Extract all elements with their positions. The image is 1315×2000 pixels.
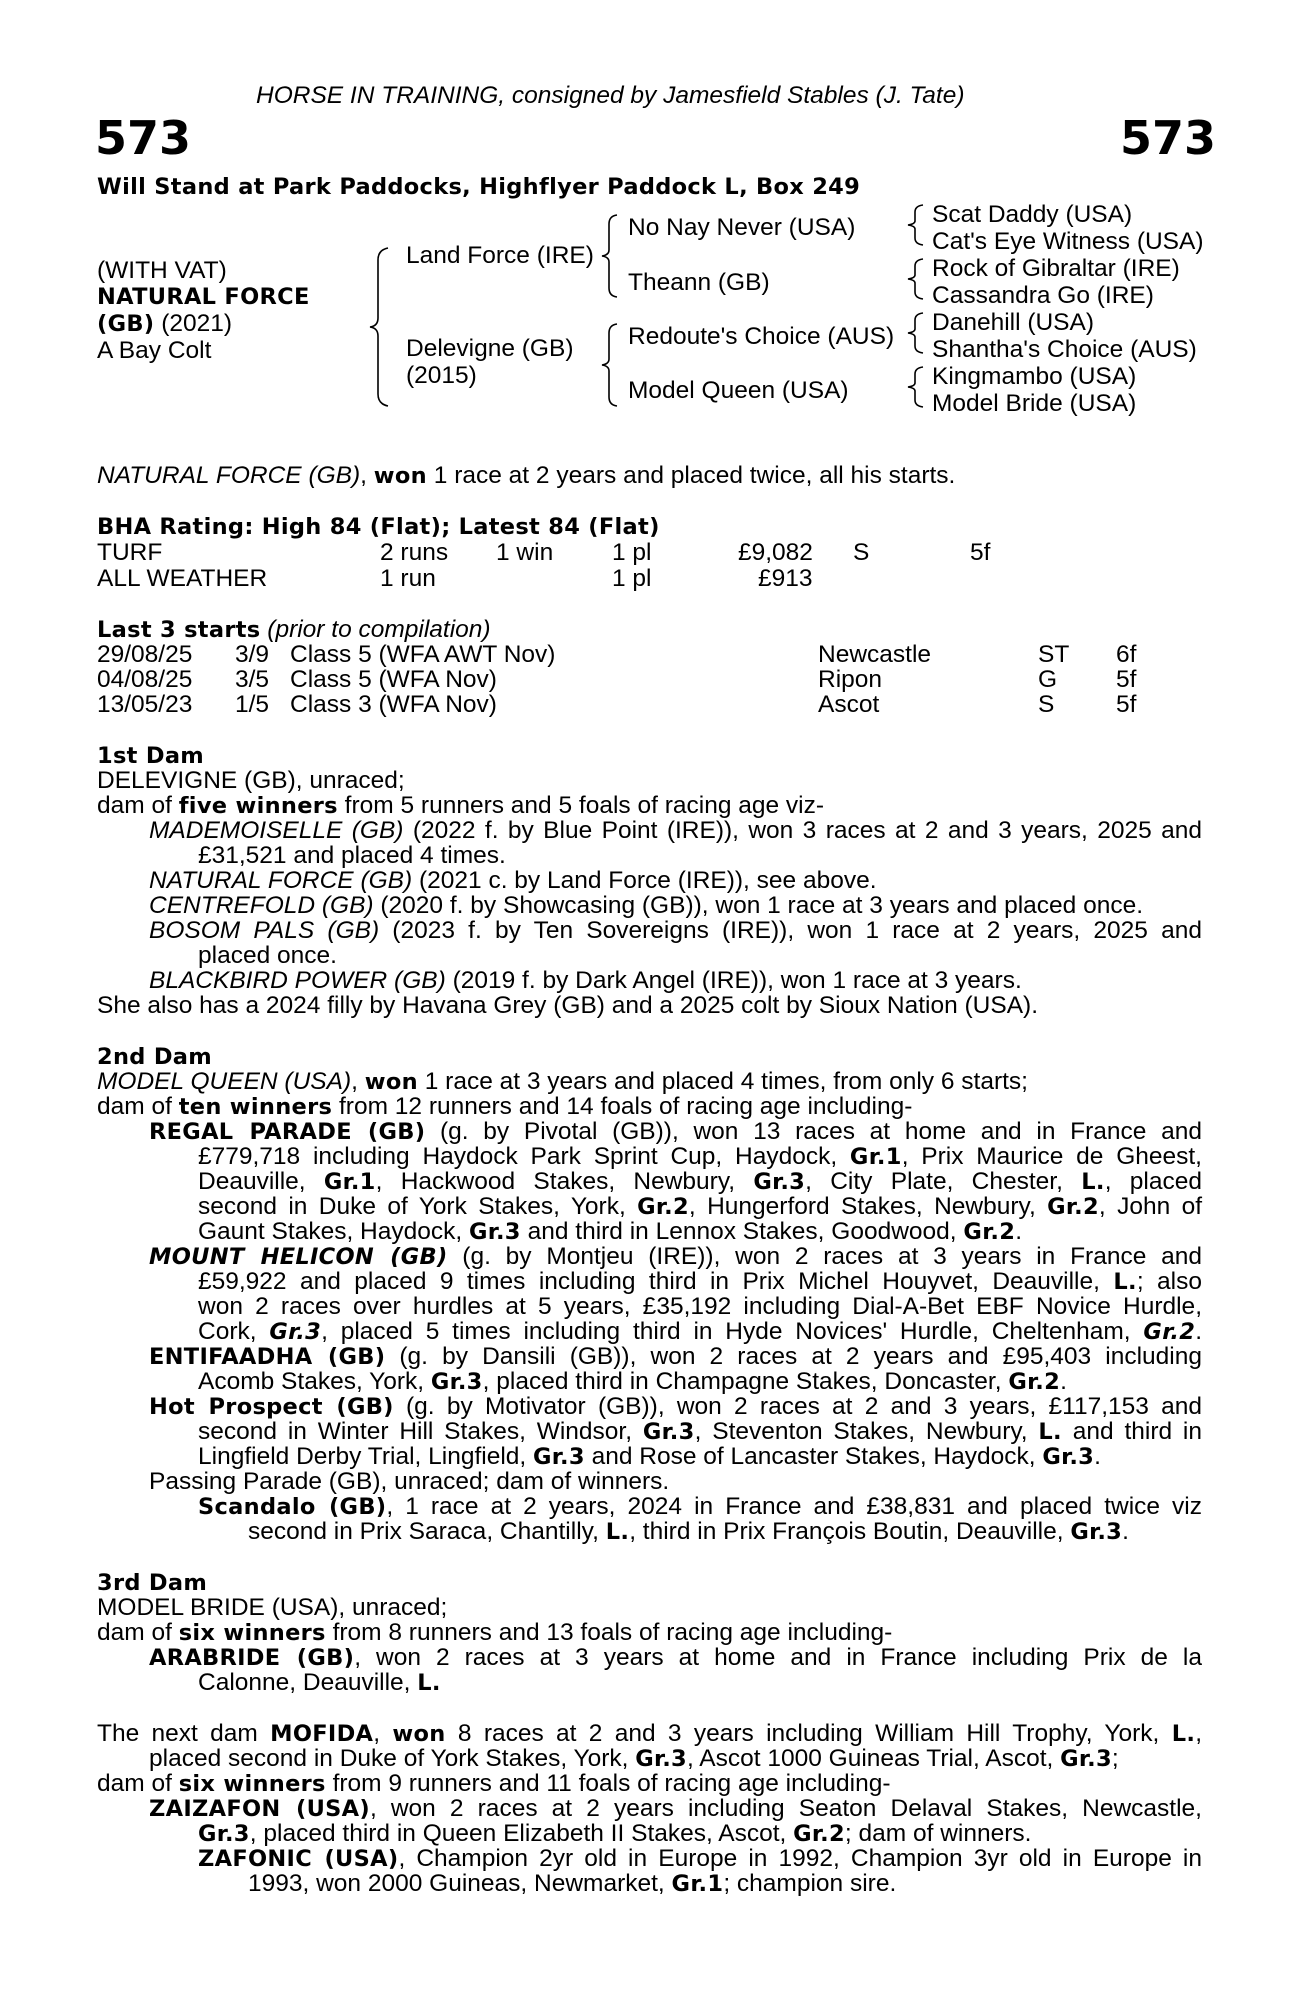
dam-year: (2015) [406, 362, 477, 389]
start-date: 29/08/25 [97, 641, 193, 668]
second-dam-name [97, 1069, 1028, 1095]
grade: Gr.2 [1008, 1369, 1061, 1395]
dam-name: MODEL QUEEN (USA) [97, 1068, 352, 1095]
grade: Gr.3 [753, 1169, 806, 1195]
foal-zaizafon [149, 1796, 1202, 1822]
vat-note: (WITH VAT) [97, 257, 227, 284]
text: and third in Lennox Stakes, Goodwood, [520, 1218, 964, 1245]
grade: L. [1113, 1269, 1137, 1295]
foal-name: REGAL PARADE (GB) [149, 1119, 426, 1145]
text: The next dam [97, 1720, 271, 1747]
grade: Gr.2 [963, 1219, 1016, 1245]
next-dam-produce [97, 1771, 891, 1797]
bha-rating: BHA Rating: High 84 (Flat); Latest 84 (Flat) [97, 514, 660, 540]
turf-distance: 5f [970, 539, 991, 566]
text: , placed third in Champagne Stakes, Doncaster, [482, 1368, 1009, 1395]
text: and third in [1061, 1418, 1202, 1445]
grade: Gr.3 [635, 1746, 687, 1772]
text: placed second in Duke of York Stakes, York, [149, 1745, 636, 1772]
dam-sire-sire: Danehill (USA) [932, 309, 1095, 336]
grade: Gr.2 [637, 1194, 689, 1220]
start-going: S [1038, 691, 1055, 718]
text: ; champion sire. [723, 1870, 897, 1897]
text: ; [1111, 1745, 1119, 1772]
text: . [1060, 1368, 1067, 1395]
text: 1 race at 3 years and placed 4 times, from only 6 starts; [417, 1068, 1028, 1095]
brace-main [368, 246, 392, 408]
grade: Gr.3 [1060, 1746, 1112, 1772]
hot-prospect-line2 [198, 1419, 1202, 1445]
start-position: 3/5 [235, 666, 270, 693]
grade: Gr.2 [1143, 1319, 1196, 1345]
foal-detail: (g. by Motivator (GB)), won 2 races at 2 and 3 years, £117,153 and [393, 1393, 1203, 1420]
start-course: Ripon [818, 666, 883, 693]
second-dam-heading: 2nd Dam [97, 1044, 213, 1070]
text: , third in Prix François Boutin, Deauville, [629, 1518, 1071, 1545]
first-dam-name: DELEVIGNE (GB), unraced; [97, 767, 405, 794]
sire-dam: Theann (GB) [628, 269, 770, 296]
zafonic-line2 [248, 1871, 896, 1897]
turf-placed: 1 pl [612, 539, 652, 566]
text: 1993, won 2000 Guineas, Newmarket, [248, 1870, 672, 1897]
lot-number-right: 573 [1120, 111, 1217, 165]
foal-name: ZAFONIC (USA) [198, 1846, 399, 1872]
summary-won: won [373, 463, 427, 489]
foal-bosom-pals [149, 918, 1202, 944]
foal-name: MOUNT HELICON (GB) [149, 1244, 448, 1270]
regal-parade-line3 [198, 1169, 1202, 1195]
foal-detail: (g. by Dansili (GB)), won 2 races at 2 years and £95,403 including [385, 1343, 1202, 1370]
entifaadha-line2 [198, 1369, 1067, 1395]
text: and Rose of Lancaster Stakes, Haydock, [584, 1443, 1043, 1470]
sire: Land Force (IRE) [406, 242, 594, 269]
turf-going: S [853, 539, 870, 566]
foal-entifaadha [149, 1344, 1202, 1370]
foal-name: BLACKBIRD POWER (GB) [149, 967, 446, 994]
foal-detail: (g. by Pivotal (GB)), won 13 races at home and in France and [425, 1118, 1202, 1145]
third-dam-name: MODEL BRIDE (USA), unraced; [97, 1594, 448, 1621]
grade: Gr.3 [430, 1369, 483, 1395]
foal-name: Hot Prospect (GB) [149, 1394, 394, 1420]
winners-count: ten winners [178, 1094, 333, 1120]
text: Cork, [198, 1318, 270, 1345]
foal-name: BOSOM PALS (GB) [149, 917, 380, 944]
start-date: 13/05/23 [97, 691, 193, 718]
foal-detail: , Champion 2yr old in Europe in 1992, Champion 3yr old in Europe in [398, 1845, 1202, 1872]
start-going: ST [1038, 641, 1070, 668]
location-line: Will Stand at Park Paddocks, Highflyer Paddock L, Box 249 [97, 174, 861, 200]
turf-wins: 1 win [496, 539, 554, 566]
text: . [1122, 1518, 1129, 1545]
start-distance: 5f [1116, 666, 1137, 693]
foal-detail: , won 2 races at 2 years including Seaton Delaval Stakes, Newcastle, [369, 1795, 1202, 1822]
aw-placed: 1 pl [612, 565, 652, 592]
sire-sire: No Nay Never (USA) [628, 214, 856, 241]
text: , placed third in Queen Elizabeth II Stakes, Ascot, [249, 1820, 794, 1847]
third-dam-heading: 3rd Dam [97, 1570, 208, 1596]
foal-name: ENTIFAADHA (GB) [149, 1344, 386, 1370]
dam-dam-dam: Model Bride (USA) [932, 390, 1137, 417]
foal-blackbird-power [149, 968, 1022, 994]
horse-origin-year [97, 311, 232, 337]
sire-sire-dam: Cat's Eye Witness (USA) [932, 228, 1204, 255]
text: second in Prix Saraca, Chantilly, [248, 1518, 606, 1545]
start-distance: 6f [1116, 641, 1137, 668]
brace-dam [600, 322, 620, 408]
text: , City Plate, Chester, [805, 1168, 1082, 1195]
won: won [364, 1069, 418, 1095]
text: Lingfield Derby Trial, Lingfield, [198, 1443, 534, 1470]
text: Calonne, Deauville, [198, 1669, 418, 1696]
start-course: Newcastle [818, 641, 932, 668]
horse-year: (2021) [161, 310, 233, 337]
aw-runs: 1 run [380, 565, 436, 592]
grade: L. [1171, 1721, 1196, 1747]
start-position: 1/5 [235, 691, 270, 718]
foal-detail: (2021 c. by Land Force (IRE)), see above. [412, 867, 877, 894]
foal-name: ZAIZAFON (USA) [149, 1796, 370, 1822]
text: . [1094, 1443, 1101, 1470]
regal-parade-line2 [198, 1144, 1202, 1170]
text: second in Duke of York Stakes, York, [198, 1193, 638, 1220]
last-starts-title [97, 617, 491, 643]
first-dam-tail: She also has a 2024 filly by Havana Grey (GB) and a 2025 colt by Sioux Nation (USA). [97, 992, 1039, 1019]
summary-sep: , [360, 462, 367, 489]
regal-parade-line4 [198, 1194, 1202, 1220]
third-dam-produce [97, 1620, 892, 1646]
text: dam of [97, 792, 179, 819]
text: £779,718 including Haydock Park Sprint Cup, Haydock, [198, 1143, 850, 1170]
brace-dd [906, 365, 926, 409]
start-class: Class 3 (WFA Nov) [290, 691, 497, 718]
turf-label: TURF [97, 539, 163, 566]
dam-name: MOFIDA [270, 1721, 374, 1747]
first-dam-produce [97, 793, 824, 819]
summary-horse: NATURAL FORCE (GB) [97, 462, 361, 489]
arabride-line2 [198, 1670, 441, 1696]
grade: L. [1038, 1419, 1062, 1445]
winners-count: six winners [178, 1771, 326, 1797]
text: dam of [97, 1770, 179, 1797]
regal-parade-line5 [198, 1219, 1022, 1245]
foal-zafonic [198, 1846, 1202, 1872]
foal-name: ARABRIDE (GB) [149, 1645, 355, 1671]
text: Gaunt Stakes, Haydock, [198, 1218, 469, 1245]
text: , [1195, 1720, 1202, 1747]
text: from 9 runners and 11 foals of racing age including- [325, 1770, 891, 1797]
dam-sire: Redoute's Choice (AUS) [628, 323, 895, 350]
dam-dam-sire: Kingmambo (USA) [932, 363, 1137, 390]
next-dam-line2 [149, 1746, 1119, 1772]
text: from 8 runners and 13 foals of racing age including- [325, 1619, 893, 1646]
foal-detail: , 1 race at 2 years, 2024 in France and £38,831 and placed twice viz [386, 1493, 1203, 1520]
consignor-line: HORSE IN TRAINING, consigned by Jamesfield Stables (J. Tate) [256, 82, 965, 109]
text: second in Winter Hill Stakes, Windsor, [198, 1418, 643, 1445]
sire-dam-dam: Cassandra Go (IRE) [932, 282, 1154, 309]
foal-detail: (2022 f. by Blue Point (IRE)), won 3 races at 2 and 3 years, 2025 and [403, 817, 1203, 844]
hot-prospect-line3 [198, 1444, 1101, 1470]
dam-dam: Model Queen (USA) [628, 377, 849, 404]
horse-country: (GB) [97, 311, 155, 337]
text: . [1195, 1318, 1202, 1345]
race-summary [97, 463, 955, 489]
foal-natural-force [149, 868, 877, 894]
sire-dam-sire: Rock of Gibraltar (IRE) [932, 255, 1180, 282]
grade: Gr.2 [793, 1821, 845, 1847]
text: Acomb Stakes, York, [198, 1368, 431, 1395]
start-class: Class 5 (WFA Nov) [290, 666, 497, 693]
foal-arabride [149, 1645, 1202, 1671]
text: , [351, 1068, 365, 1095]
text: . [1015, 1218, 1022, 1245]
brace-sire [600, 213, 620, 299]
text: ; also [1136, 1268, 1202, 1295]
start-course: Ascot [818, 691, 880, 718]
start-class: Class 5 (WFA AWT Nov) [290, 641, 556, 668]
grade: L. [1081, 1169, 1105, 1195]
text: dam of [97, 1093, 179, 1120]
foal-mount-helicon [149, 1244, 1202, 1270]
summary-rest: 1 race at 2 years and placed twice, all his starts. [433, 462, 956, 489]
text: , placed [1104, 1168, 1202, 1195]
brace-ss [906, 203, 926, 247]
last-starts-heading: Last 3 starts [97, 617, 261, 643]
start-position: 3/9 [235, 641, 270, 668]
grade: Gr.3 [469, 1219, 521, 1245]
aw-earnings: £913 [758, 565, 813, 592]
foal-name: Scandalo (GB) [198, 1494, 387, 1520]
grade: L. [417, 1670, 441, 1696]
foal-detail: (g. by Montjeu (IRE)), won 2 races at 3 years in France and [447, 1243, 1202, 1270]
foal-centrefold [149, 893, 1143, 919]
grade: Gr.2 [1047, 1194, 1099, 1220]
scandalo-line2 [248, 1519, 1129, 1545]
text: , Ascot 1000 Guineas Trial, Ascot, [687, 1745, 1061, 1772]
aw-label: ALL WEATHER [97, 565, 268, 592]
mount-helicon-line3: won 2 races over hurdles at 5 years, £35,192 including Dial-A-Bet EBF Novice Hurdle, [198, 1293, 1202, 1320]
text: , Steventon Stakes, Newbury, [694, 1418, 1039, 1445]
foal-bosom-pals-cont: placed once. [198, 942, 337, 969]
text: dam of [97, 1619, 179, 1646]
foal-name: MADEMOISELLE (GB) [149, 817, 404, 844]
grade: Gr.1 [849, 1144, 902, 1170]
dam-sire-dam: Shantha's Choice (AUS) [932, 336, 1197, 363]
text: , John of [1098, 1193, 1203, 1220]
mount-helicon-line4 [198, 1319, 1202, 1345]
won: won [392, 1721, 446, 1747]
grade: Gr.3 [533, 1444, 585, 1470]
foal-mademoiselle [149, 818, 1202, 844]
grade: Gr.3 [1042, 1444, 1095, 1470]
last-starts-note: (prior to compilation) [267, 616, 491, 643]
second-dam-produce [97, 1094, 912, 1120]
foal-hot-prospect [149, 1394, 1202, 1420]
foal-detail: (2019 f. by Dark Angel (IRE)), won 1 race at 3 years. [445, 967, 1022, 994]
lot-number-left: 573 [95, 111, 192, 165]
foal-detail: (2023 f. by Ten Sovereigns (IRE)), won 1 race at 2 years, 2025 and [379, 917, 1202, 944]
brace-sd [906, 257, 926, 301]
text: , Prix Maurice de Gheest, [901, 1143, 1202, 1170]
grade: Gr.3 [198, 1821, 250, 1847]
winners-count: five winners [178, 793, 338, 819]
foal-name: CENTREFOLD (GB) [149, 892, 374, 919]
foal-regal-parade [149, 1119, 1202, 1145]
foal-scandalo [198, 1494, 1202, 1520]
horse-description: A Bay Colt [97, 337, 212, 364]
text: , [373, 1720, 393, 1747]
text: Deauville, [198, 1168, 324, 1195]
foal-name: NATURAL FORCE (GB) [149, 867, 413, 894]
foal-detail: , won 2 races at 3 years at home and in France including Prix de la [354, 1644, 1202, 1671]
foal-mademoiselle-cont: £31,521 and placed 4 times. [198, 842, 506, 869]
text: from 5 runners and 5 foals of racing age viz- [337, 792, 825, 819]
passing-parade: Passing Parade (GB), unraced; dam of winners. [149, 1468, 670, 1495]
start-going: G [1038, 666, 1058, 693]
next-dam-line1 [97, 1721, 1202, 1747]
sire-sire-sire: Scat Daddy (USA) [932, 201, 1133, 228]
text: £59,922 and placed 9 times including third in Prix Michel Houyvet, Deauville, [198, 1268, 1114, 1295]
text: 8 races at 2 and 3 years including William Hill Trophy, York, [445, 1720, 1172, 1747]
text: ; dam of winners. [844, 1820, 1032, 1847]
grade: Gr.3 [269, 1319, 322, 1345]
grade: Gr.1 [671, 1871, 724, 1897]
foal-detail: (2020 f. by Showcasing (GB)), won 1 race at 3 years and placed once. [373, 892, 1144, 919]
text: from 12 runners and 14 foals of racing age including- [332, 1093, 913, 1120]
text: , Hungerford Stakes, Newbury, [688, 1193, 1048, 1220]
turf-runs: 2 runs [380, 539, 449, 566]
grade: Gr.3 [642, 1419, 695, 1445]
horse-name: NATURAL FORCE [97, 284, 310, 310]
text: , placed 5 times including third in Hyde Novices' Hurdle, Cheltenham, [321, 1318, 1144, 1345]
grade: Gr.3 [1070, 1519, 1123, 1545]
start-date: 04/08/25 [97, 666, 193, 693]
grade: Gr.1 [323, 1169, 376, 1195]
winners-count: six winners [178, 1620, 326, 1646]
start-distance: 5f [1116, 691, 1137, 718]
zaizafon-line2 [198, 1821, 1031, 1847]
dam-name: Delevigne (GB) [406, 335, 574, 362]
grade: L. [605, 1519, 630, 1545]
mount-helicon-line2 [198, 1269, 1202, 1295]
first-dam-heading: 1st Dam [97, 743, 205, 769]
turf-earnings: £9,082 [738, 539, 813, 566]
brace-ds [906, 311, 926, 355]
text: , Hackwood Stakes, Newbury, [375, 1168, 754, 1195]
